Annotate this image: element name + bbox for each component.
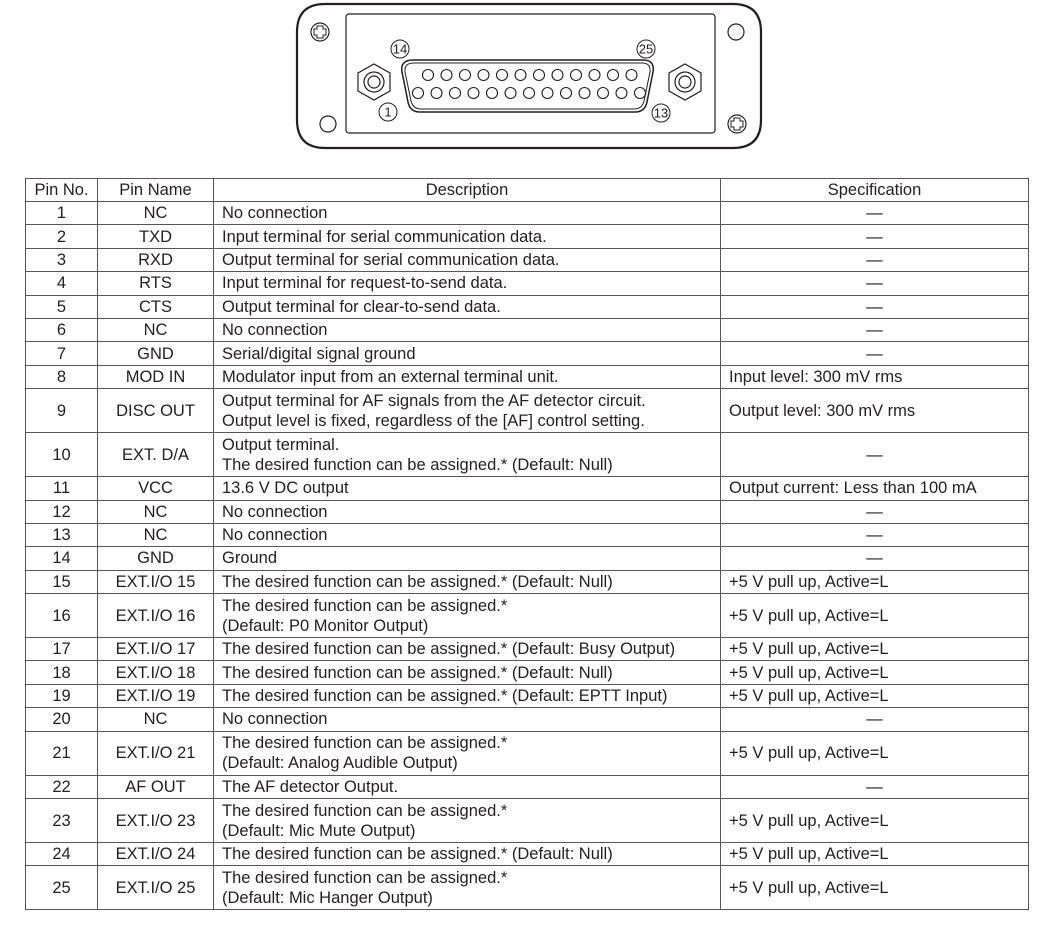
pin-name: EXT.I/O 21 [98,731,214,775]
header-pin-no: Pin No. [26,179,98,202]
pin-description [214,248,721,271]
pin-specification: — [721,225,1029,248]
description-line: No connection [222,526,328,545]
table-row [26,523,1029,546]
pin-description [214,272,721,295]
description-line: No connection [222,321,328,340]
table-row [26,248,1029,271]
pin-number: 6 [26,318,98,341]
pin-name: MOD IN [98,365,214,388]
pin-specification: +5 V pull up, Active=L [721,638,1029,661]
table-row [26,547,1029,570]
pin-number: 15 [26,570,98,593]
table-row [26,433,1029,477]
pin-number: 25 [26,866,98,910]
pin-name: NC [98,523,214,546]
pin-description [214,708,721,731]
description-line: No connection [222,710,328,729]
pin-specification: +5 V pull up, Active=L [721,684,1029,707]
description-line: (Default: P0 Monitor Output) [222,616,429,635]
table-row [26,731,1029,775]
pin-name: TXD [98,225,214,248]
description-line: No connection [222,204,328,223]
pin-description [214,202,721,225]
svg-text:1: 1 [384,104,392,120]
table-row [26,477,1029,500]
description-line: Serial/digital signal ground [222,344,416,363]
pin-name: VCC [98,477,214,500]
pin-label-25 [637,40,655,58]
pin-specification: — [721,708,1029,731]
description-line: The desired function can be assigned.* (Default: Null) [222,663,613,682]
pin-description [214,477,721,500]
pin-specification: Output current: Less than 100 mA [721,477,1029,500]
pin-number: 4 [26,272,98,295]
pin-specification: Output level: 300 mV rms [721,389,1029,433]
pin-specification: — [721,342,1029,365]
pin-specification: — [721,202,1029,225]
table-row [26,594,1029,638]
pin-number: 19 [26,684,98,707]
pin-number: 21 [26,731,98,775]
svg-text:13: 13 [653,105,669,121]
pin-name: NC [98,500,214,523]
table-row [26,225,1029,248]
description-line: Output terminal for serial communication data. [222,250,560,269]
table-row [26,661,1029,684]
pin-specification: +5 V pull up, Active=L [721,866,1029,910]
pin-name: EXT.I/O 25 [98,866,214,910]
pin-description [214,731,721,775]
pin-description [214,523,721,546]
table-row [26,638,1029,661]
pin-name: GND [98,547,214,570]
header-specification: Specification [721,179,1029,202]
pin-specification: — [721,433,1029,477]
header-pin-name: Pin Name [98,179,214,202]
pin-specification: +5 V pull up, Active=L [721,661,1029,684]
svg-text:25: 25 [638,41,654,57]
pin-name: CTS [98,295,214,318]
pin-number: 16 [26,594,98,638]
pin-number: 24 [26,843,98,866]
description-line: The desired function can be assigned.* (Default: Null) [222,572,613,591]
pin-name: EXT.I/O 24 [98,843,214,866]
svg-text:14: 14 [392,41,408,57]
pin-description [214,866,721,910]
pin-name: EXT.I/O 17 [98,638,214,661]
description-line: The desired function can be assigned.* (Default: Null) [222,845,613,864]
description-line: (Default: Mic Mute Output) [222,821,416,840]
pin-description [214,684,721,707]
pin-description [214,295,721,318]
description-line: Output level is fixed, regardless of the [AF] control setting. [222,411,645,430]
pin-description [214,365,721,388]
pin-number: 5 [26,295,98,318]
table-row [26,708,1029,731]
pin-number: 17 [26,638,98,661]
table-row [26,775,1029,798]
pin-name: EXT.I/O 19 [98,684,214,707]
pin-name: NC [98,708,214,731]
pin-specification: — [721,523,1029,546]
pin-name: GND [98,342,214,365]
table-row [26,843,1029,866]
pin-specification: — [721,500,1029,523]
pin-description [214,594,721,638]
table-row [26,684,1029,707]
pin-description [214,433,721,477]
pin-label-13 [652,104,670,122]
table-body [26,202,1029,910]
pin-name: NC [98,202,214,225]
pin-number: 3 [26,248,98,271]
table-row [26,500,1029,523]
pin-description [214,799,721,843]
pin-specification: — [721,318,1029,341]
pin-number: 2 [26,225,98,248]
pin-number: 20 [26,708,98,731]
table-row [26,570,1029,593]
pin-description [214,570,721,593]
table-row [26,365,1029,388]
table-row [26,342,1029,365]
pin-number: 13 [26,523,98,546]
pin-specification: +5 V pull up, Active=L [721,594,1029,638]
pin-number: 14 [26,547,98,570]
pin-label-14 [391,40,409,58]
description-line: The desired function can be assigned.* (Default: EPTT Input) [222,687,668,706]
description-line: Input terminal for serial communication data. [222,227,547,246]
header-description: Description [214,179,721,202]
pin-description [214,547,721,570]
pin-number: 9 [26,389,98,433]
table-row [26,272,1029,295]
pin-specification: — [721,547,1029,570]
pin-assignment-table [25,178,1029,910]
table-row [26,866,1029,910]
pin-description [214,342,721,365]
description-line: (Default: Analog Audible Output) [222,754,458,773]
pin-description [214,225,721,248]
description-line: The desired function can be assigned.* [222,801,508,820]
pin-name: EXT.I/O 23 [98,799,214,843]
table-row [26,318,1029,341]
description-line: The desired function can be assigned.* (Default: Busy Output) [222,640,676,659]
pin-specification: +5 V pull up, Active=L [721,731,1029,775]
pin-specification: — [721,295,1029,318]
pin-number: 23 [26,799,98,843]
pin-number: 12 [26,500,98,523]
pin-specification: — [721,248,1029,271]
pin-specification: +5 V pull up, Active=L [721,570,1029,593]
table-row [26,202,1029,225]
description-line: Input terminal for request-to-send data. [222,274,508,293]
pin-number: 10 [26,433,98,477]
pin-number: 1 [26,202,98,225]
description-line: The desired function can be assigned.* [222,734,508,753]
pin-number: 7 [26,342,98,365]
pin-number: 11 [26,477,98,500]
table-row [26,389,1029,433]
pin-name: NC [98,318,214,341]
connector-diagram [295,2,763,150]
description-line: Ground [222,549,278,568]
pin-number: 18 [26,661,98,684]
pin-description [214,500,721,523]
pin-specification: — [721,775,1029,798]
pin-description [214,638,721,661]
description-line: The AF detector Output. [222,777,399,796]
description-line: Output terminal. [222,435,340,454]
pin-specification: +5 V pull up, Active=L [721,843,1029,866]
pin-name: EXT.I/O 15 [98,570,214,593]
pin-name: EXT. D/A [98,433,214,477]
description-line: The desired function can be assigned.* (Default: Null) [222,455,613,474]
description-line: 13.6 V DC output [222,479,349,498]
pin-description [214,318,721,341]
pin-name: EXT.I/O 18 [98,661,214,684]
pin-description [214,389,721,433]
description-line: The desired function can be assigned.* [222,596,508,615]
table-row [26,295,1029,318]
description-line: Output terminal for AF signals from the AF detector circuit. [222,391,646,410]
description-line: Output terminal for clear-to-send data. [222,297,501,316]
pin-name: DISC OUT [98,389,214,433]
pin-specification: +5 V pull up, Active=L [721,799,1029,843]
pin-name: RXD [98,248,214,271]
pin-number: 8 [26,365,98,388]
table-header-row [26,179,1029,202]
pin-specification: — [721,272,1029,295]
pin-description [214,661,721,684]
pin-name: RTS [98,272,214,295]
pin-description [214,775,721,798]
pin-number: 22 [26,775,98,798]
description-line: (Default: Mic Hanger Output) [222,888,433,907]
table-row [26,799,1029,843]
pin-specification: Input level: 300 mV rms [721,365,1029,388]
pin-name: EXT.I/O 16 [98,594,214,638]
description-line: Modulator input from an external terminal unit. [222,367,559,386]
description-line: The desired function can be assigned.* [222,868,508,887]
db25-connector-illustration [295,2,763,150]
pin-name: AF OUT [98,775,214,798]
pin-description [214,843,721,866]
description-line: No connection [222,502,328,521]
